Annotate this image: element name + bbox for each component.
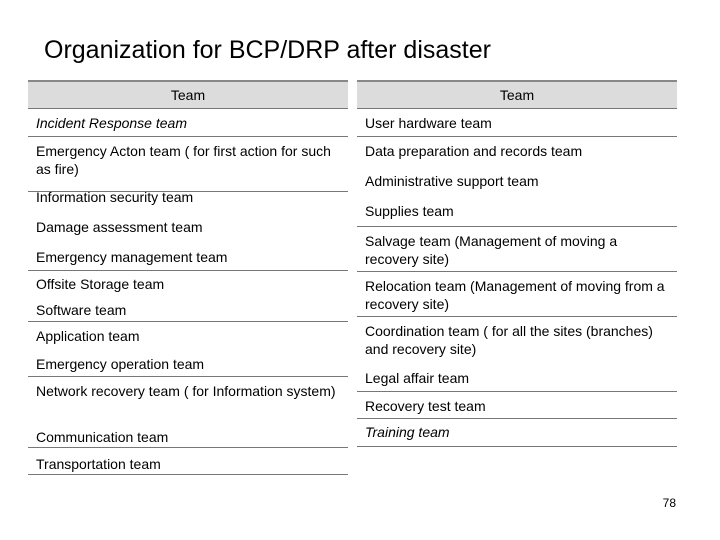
left-team-table bbox=[28, 80, 348, 472]
table-row: Damage assessment team bbox=[36, 219, 203, 235]
table-row: Network recovery team ( for Information system) bbox=[36, 383, 336, 399]
table-row: Information security team bbox=[36, 189, 194, 205]
table-row: Offsite Storage team bbox=[36, 276, 165, 292]
table-row: Training team bbox=[357, 419, 677, 447]
table-row: Data preparation and records team bbox=[365, 143, 583, 159]
table-row: Emergency management team bbox=[28, 242, 348, 271]
slide-title: Organization for BCP/DRP after disaster bbox=[44, 36, 491, 64]
table-row: Coordination team ( for all the sites (branches) and recovery site) bbox=[365, 323, 653, 357]
table-row: Recovery test team bbox=[357, 392, 677, 419]
table-row: Incident Response team bbox=[28, 110, 348, 137]
table-row: Relocation team (Management of moving from a recovery site) bbox=[357, 272, 677, 317]
page-number: 78 bbox=[662, 496, 676, 510]
table-row: Supplies team bbox=[357, 197, 677, 227]
right-team-table bbox=[357, 80, 677, 440]
table-row: User hardware team bbox=[357, 110, 677, 137]
table-row: Emergency Acton team ( for first action for such as fire) bbox=[28, 137, 348, 192]
table-row: Communication team bbox=[28, 422, 348, 448]
table-row: Salvage team (Management of moving a recovery site) bbox=[357, 227, 677, 272]
table-row: Application team bbox=[36, 328, 140, 344]
left-table-header: Team bbox=[28, 82, 348, 109]
table-row: Administrative support team bbox=[365, 173, 539, 189]
table-row: Emergency operation team bbox=[28, 350, 348, 377]
table-row: Software team bbox=[28, 296, 348, 322]
table-row: Transportation team bbox=[28, 448, 348, 475]
table-row: Legal affair team bbox=[357, 364, 677, 392]
right-table-header: Team bbox=[357, 82, 677, 109]
